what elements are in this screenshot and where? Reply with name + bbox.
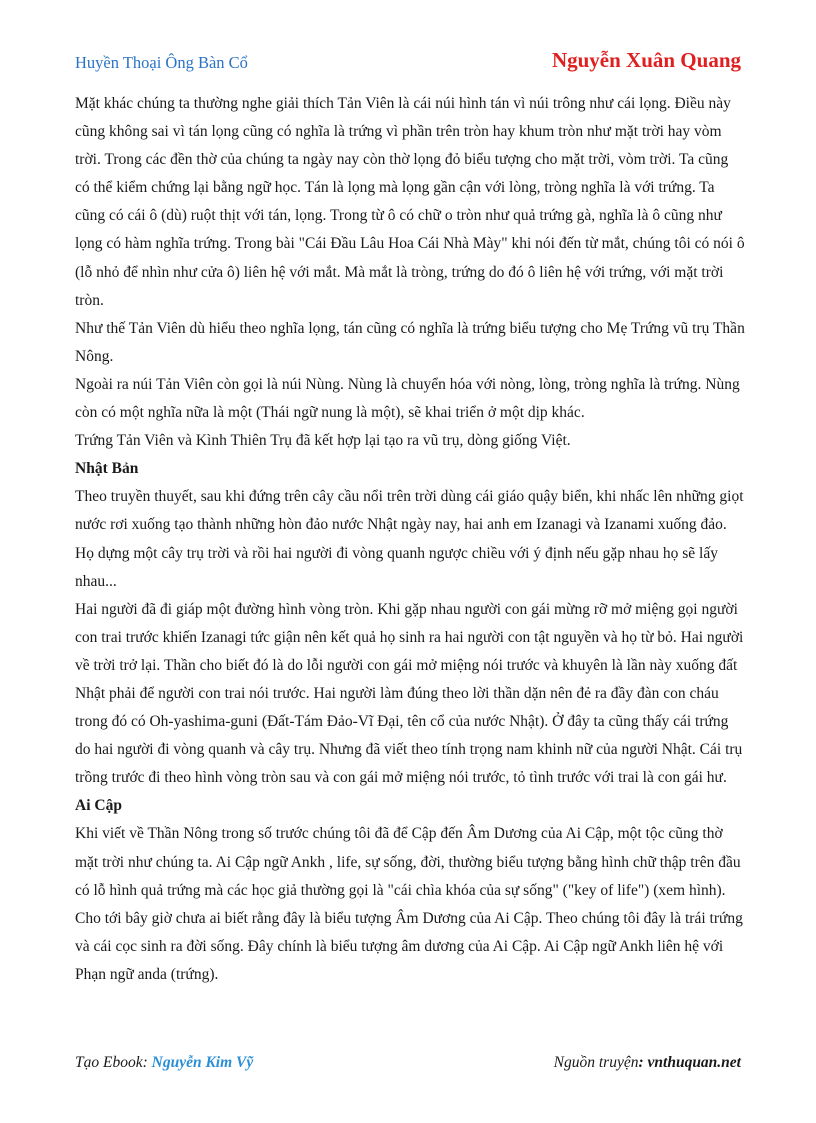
paragraph: Khi viết về Thần Nông trong số trước chúng tôi đã để Cập đến Âm Dương của Ai Cập, một tộc cũng thờ mặt trời như chúng ta. Ai Cập ngữ Ankh , life, sự sống, đời, thường biểu tượng bằng hình chữ thập trên đầu có lỗ hình quả trứng mà các học giả thường gọi là "cái chìa khóa của sự sống" ("key of life") (xem hình). [75, 825, 741, 899]
paragraph: Theo truyền thuyết, sau khi đứng trên cây cầu nổi trên trời dùng cái giáo quậy biển, khi nhấc lên những giọt nước rơi xuống tạo thành những hòn đảo nước Nhật ngày nay, hai anh em Izanagi và Izanami xuống đảo. Họ dựng một cây trụ trời và rồi hai người đi vòng quanh ngược chiều với ý định nếu gặp nhau họ sẽ lấy nhau... [75, 488, 744, 590]
ebook-credit-name: Nguyễn Kim Vỹ [151, 1054, 254, 1071]
paragraph: Ngoài ra núi Tản Viên còn gọi là núi Nùng. Nùng là chuyển hóa với nòng, lòng, tròng nghĩa là trứng. Nùng còn có một nghĩa nữa là một (Thái ngữ nung là một), sẽ khai triển ở một dịp khác. [75, 375, 740, 422]
page-footer [75, 1054, 741, 1078]
section-heading-japan: Nhật Bản [75, 460, 139, 478]
source-credit: Nguồn truyện: vnthuquan.net [553, 1054, 741, 1071]
ebook-credit-label: Tạo Ebook [75, 1054, 143, 1071]
paragraph: Hai người đã đi giáp một đường hình vòng tròn. Khi gặp nhau người con gái mừng rỡ mở miệng gọi người con trai trước khiến Izanagi tức giận nên kết quả họ sinh ra hai người con tật nguyền và họ từ bỏ. Hai người về trời trở lại. Thần cho biết đó là do lỗi người con gái mở miệng nói trước và khuyên là lần này xuống đất Nhật phải để người con trai nói trước. Hai người làm đúng theo lời thần dặn nên đẻ ra đầy đàn con cháu trong đó có Oh-yashima-guni (Đất-Tám Đảo-Vĩ Đại, tên cổ của nước Nhật). Ở đây ta cũng thấy cái trứng do hai người đi vòng quanh và cây trụ. Nhưng đã viết theo tính trọng nam khinh nữ của người Nhật. Cái trụ trồng trước đi theo hình vòng tròn sau và con gái mở miệng nói trước, tỏ tình trước với trai là con gái hư. [75, 600, 744, 787]
author-name: Nguyễn Xuân Quang [551, 48, 741, 72]
source-credit-label: Nguồn truyện [553, 1054, 639, 1071]
paragraph: Cho tới bây giờ chưa ai biết rằng đây là biểu tượng Âm Dương của Ai Cập. Theo chúng tôi đây là trái trứng và cái cọc sinh ra đời sống. Đây chính là biểu tượng âm dương của Ai Cập. Ai Cập ngữ Ankh liên hệ với Phạn ngữ anda (trứng). [75, 909, 743, 983]
paragraph: Như thế Tản Viên dù hiểu theo nghĩa lọng, tán cũng có nghĩa là trứng biểu tượng cho Mẹ Trứng vũ trụ Thần Nông. [75, 319, 745, 365]
page-header [75, 46, 741, 78]
source-site-link[interactable]: vnthuquan.net [647, 1054, 741, 1071]
paragraph: Mặt khác chúng ta thường nghe giải thích Tản Viên là cái núi hình tán vì núi trông như cái lọng. Điều này cũng không sai vì tán lọng cũng có nghĩa là trứng vì phần trên tròn hay khum tròn như mặt trời hay vòm trời. Trong các đền thờ của chúng ta ngày nay còn thờ lọng đỏ biểu tượng cho mặt trời, vòm trời. Ta cũng có thể kiểm chứng lại bằng ngữ học. Tán là lọng mà lọng gần cận với lòng, tròng nghĩa là với trứng. Ta cũng có cái ô (dù) ruột thịt với tán, lọng. Trong từ ô có chữ o tròn như quả trứng gà, nghĩa là ô cũng như lọng có hàm nghĩa trứng. Trong bài "Cái Đầu Lâu Hoa Cái Nhà Mày" khi nói đến từ mắt, chúng tôi có nói ô (lỗ nhỏ để nhìn như cửa ô) liên hệ với mắt. Mà mắt là tròng, trứng do đó ô liên hệ với trứng, với mặt trời tròn. [75, 95, 745, 309]
ebook-credit: Tạo Ebook: Nguyễn Kim Vỹ [75, 1054, 254, 1071]
paragraph: Trứng Tản Viên và Kình Thiên Trụ đã kết hợp lại tạo ra vũ trụ, dòng giống Việt. [75, 432, 571, 450]
page-content [75, 90, 745, 989]
section-heading-egypt: Ai Cập [75, 797, 122, 815]
book-title: Huyền Thoại Ông Bàn Cổ [75, 53, 248, 72]
